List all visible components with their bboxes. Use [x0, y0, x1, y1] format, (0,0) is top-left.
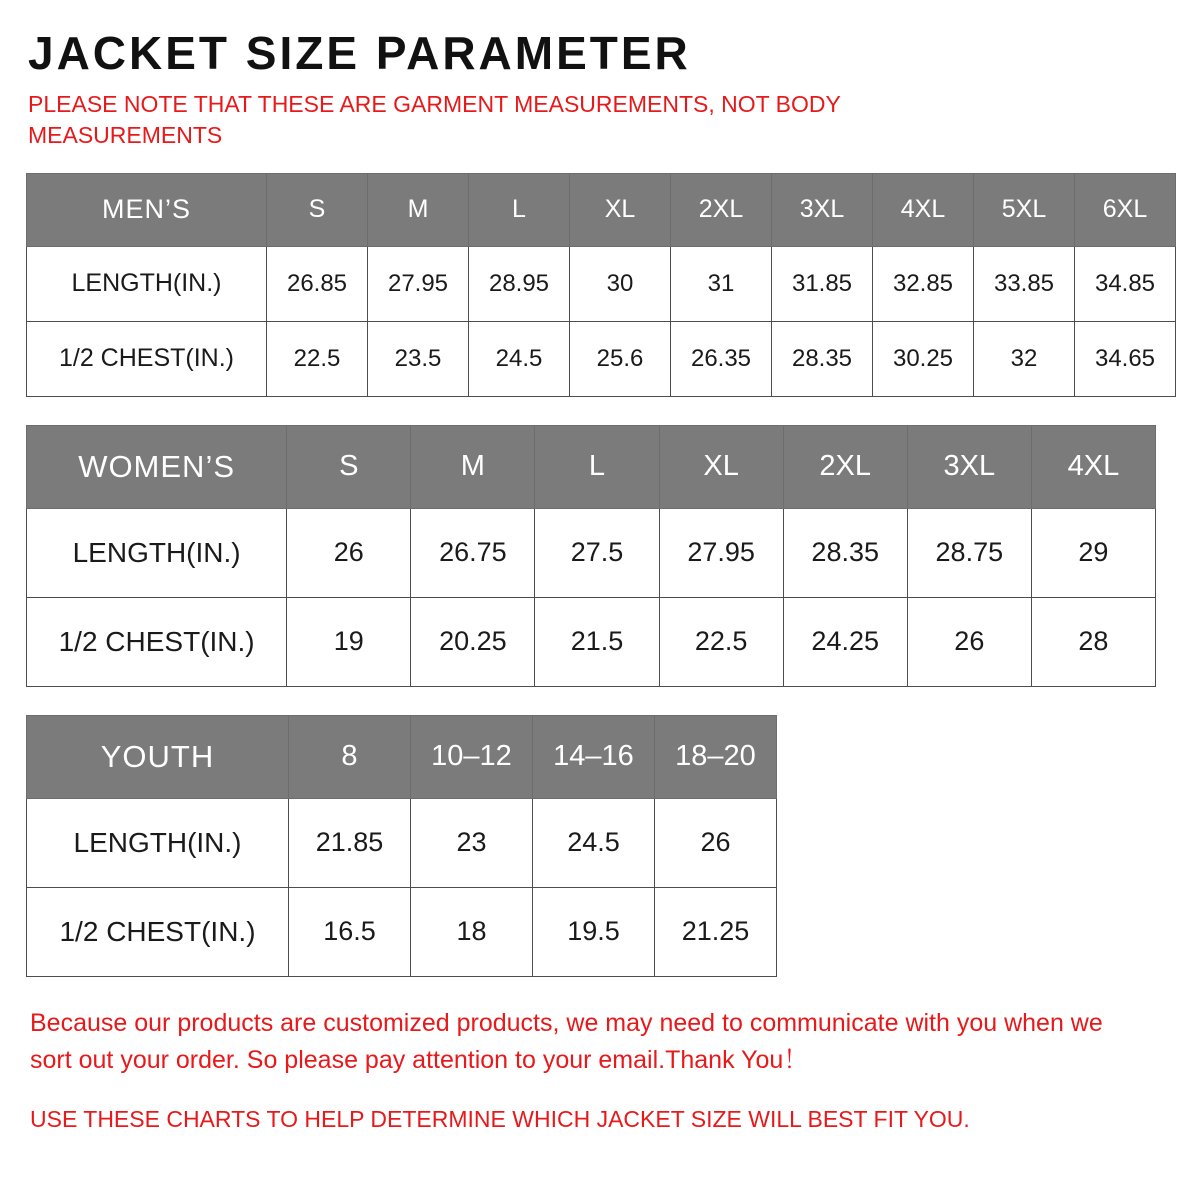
cell-value: 30	[570, 246, 671, 321]
cell-value: 27.95	[368, 246, 469, 321]
cell-value: 31	[671, 246, 772, 321]
footer-line-customization: Because our products are customized products, we may need to communicate with you when we sort out your order. So please pay attention to your email.Thank You！	[30, 1008, 1103, 1075]
cell-value: 30.25	[873, 321, 974, 396]
cell-value: 32.85	[873, 246, 974, 321]
row-label: 1/2 CHEST(IN.)	[27, 597, 287, 686]
womens-size-table	[26, 425, 1156, 687]
cell-value: 27.95	[659, 508, 783, 597]
cell-value: 33.85	[974, 246, 1075, 321]
row-label: 1/2 CHEST(IN.)	[27, 321, 267, 396]
table-row	[27, 798, 777, 887]
size-header: 8	[289, 715, 411, 798]
size-header: 5XL	[974, 173, 1075, 246]
cell-value: 26	[907, 597, 1031, 686]
size-header: L	[469, 173, 570, 246]
table-row	[27, 246, 1176, 321]
size-header: S	[287, 425, 411, 508]
cell-value: 19.5	[533, 887, 655, 976]
page-title: JACKET SIZE PARAMETER	[28, 27, 691, 79]
footer-line-usage: USE THESE CHARTS TO HELP DETERMINE WHICH JACKET SIZE WILL BEST FIT YOU.	[30, 1105, 970, 1132]
cell-value: 26	[655, 798, 777, 887]
cell-value: 21.85	[289, 798, 411, 887]
size-header: 2XL	[671, 173, 772, 246]
cell-value: 22.5	[267, 321, 368, 396]
table-row	[27, 508, 1156, 597]
cell-value: 26.35	[671, 321, 772, 396]
footer-notes	[30, 1005, 1150, 1137]
size-header: 6XL	[1075, 173, 1176, 246]
table-corner-label: WOMEN’S	[27, 425, 287, 508]
size-header: XL	[659, 425, 783, 508]
cell-value: 24.25	[783, 597, 907, 686]
size-header: 10–12	[411, 715, 533, 798]
row-label: 1/2 CHEST(IN.)	[27, 887, 289, 976]
cell-value: 24.5	[469, 321, 570, 396]
cell-value: 23.5	[368, 321, 469, 396]
cell-value: 23	[411, 798, 533, 887]
size-header: M	[368, 173, 469, 246]
cell-value: 20.25	[411, 597, 535, 686]
cell-value: 18	[411, 887, 533, 976]
cell-value: 26.75	[411, 508, 535, 597]
table-header-row	[27, 715, 777, 798]
cell-value: 28.75	[907, 508, 1031, 597]
table-corner-label: MEN’S	[27, 173, 267, 246]
cell-value: 16.5	[289, 887, 411, 976]
cell-value: 28	[1031, 597, 1155, 686]
table-row	[27, 887, 777, 976]
size-header: 2XL	[783, 425, 907, 508]
cell-value: 21.5	[535, 597, 659, 686]
cell-value: 26.85	[267, 246, 368, 321]
cell-value: 34.65	[1075, 321, 1176, 396]
row-label: LENGTH(IN.)	[27, 798, 289, 887]
size-header: M	[411, 425, 535, 508]
table-row	[27, 321, 1176, 396]
size-header: S	[267, 173, 368, 246]
table-corner-label: YOUTH	[27, 715, 289, 798]
size-header: L	[535, 425, 659, 508]
size-header: 4XL	[1031, 425, 1155, 508]
cell-value: 22.5	[659, 597, 783, 686]
size-header: 14–16	[533, 715, 655, 798]
cell-value: 27.5	[535, 508, 659, 597]
cell-value: 28.95	[469, 246, 570, 321]
table-header-row	[27, 425, 1156, 508]
mens-size-table	[26, 173, 1176, 397]
size-header: 18–20	[655, 715, 777, 798]
cell-value: 26	[287, 508, 411, 597]
cell-value: 28.35	[772, 321, 873, 396]
cell-value: 34.85	[1075, 246, 1176, 321]
size-header: 4XL	[873, 173, 974, 246]
cell-value: 31.85	[772, 246, 873, 321]
table-row	[27, 597, 1156, 686]
table-header-row	[27, 173, 1176, 246]
cell-value: 28.35	[783, 508, 907, 597]
measurement-note: PLEASE NOTE THAT THESE ARE GARMENT MEASUREMENTS, NOT BODY MEASUREMENTS	[28, 90, 841, 148]
size-header: 3XL	[907, 425, 1031, 508]
cell-value: 24.5	[533, 798, 655, 887]
cell-value: 19	[287, 597, 411, 686]
row-label: LENGTH(IN.)	[27, 246, 267, 321]
cell-value: 25.6	[570, 321, 671, 396]
cell-value: 21.25	[655, 887, 777, 976]
size-header: XL	[570, 173, 671, 246]
cell-value: 29	[1031, 508, 1155, 597]
cell-value: 32	[974, 321, 1075, 396]
size-header: 3XL	[772, 173, 873, 246]
row-label: LENGTH(IN.)	[27, 508, 287, 597]
youth-size-table	[26, 715, 777, 977]
